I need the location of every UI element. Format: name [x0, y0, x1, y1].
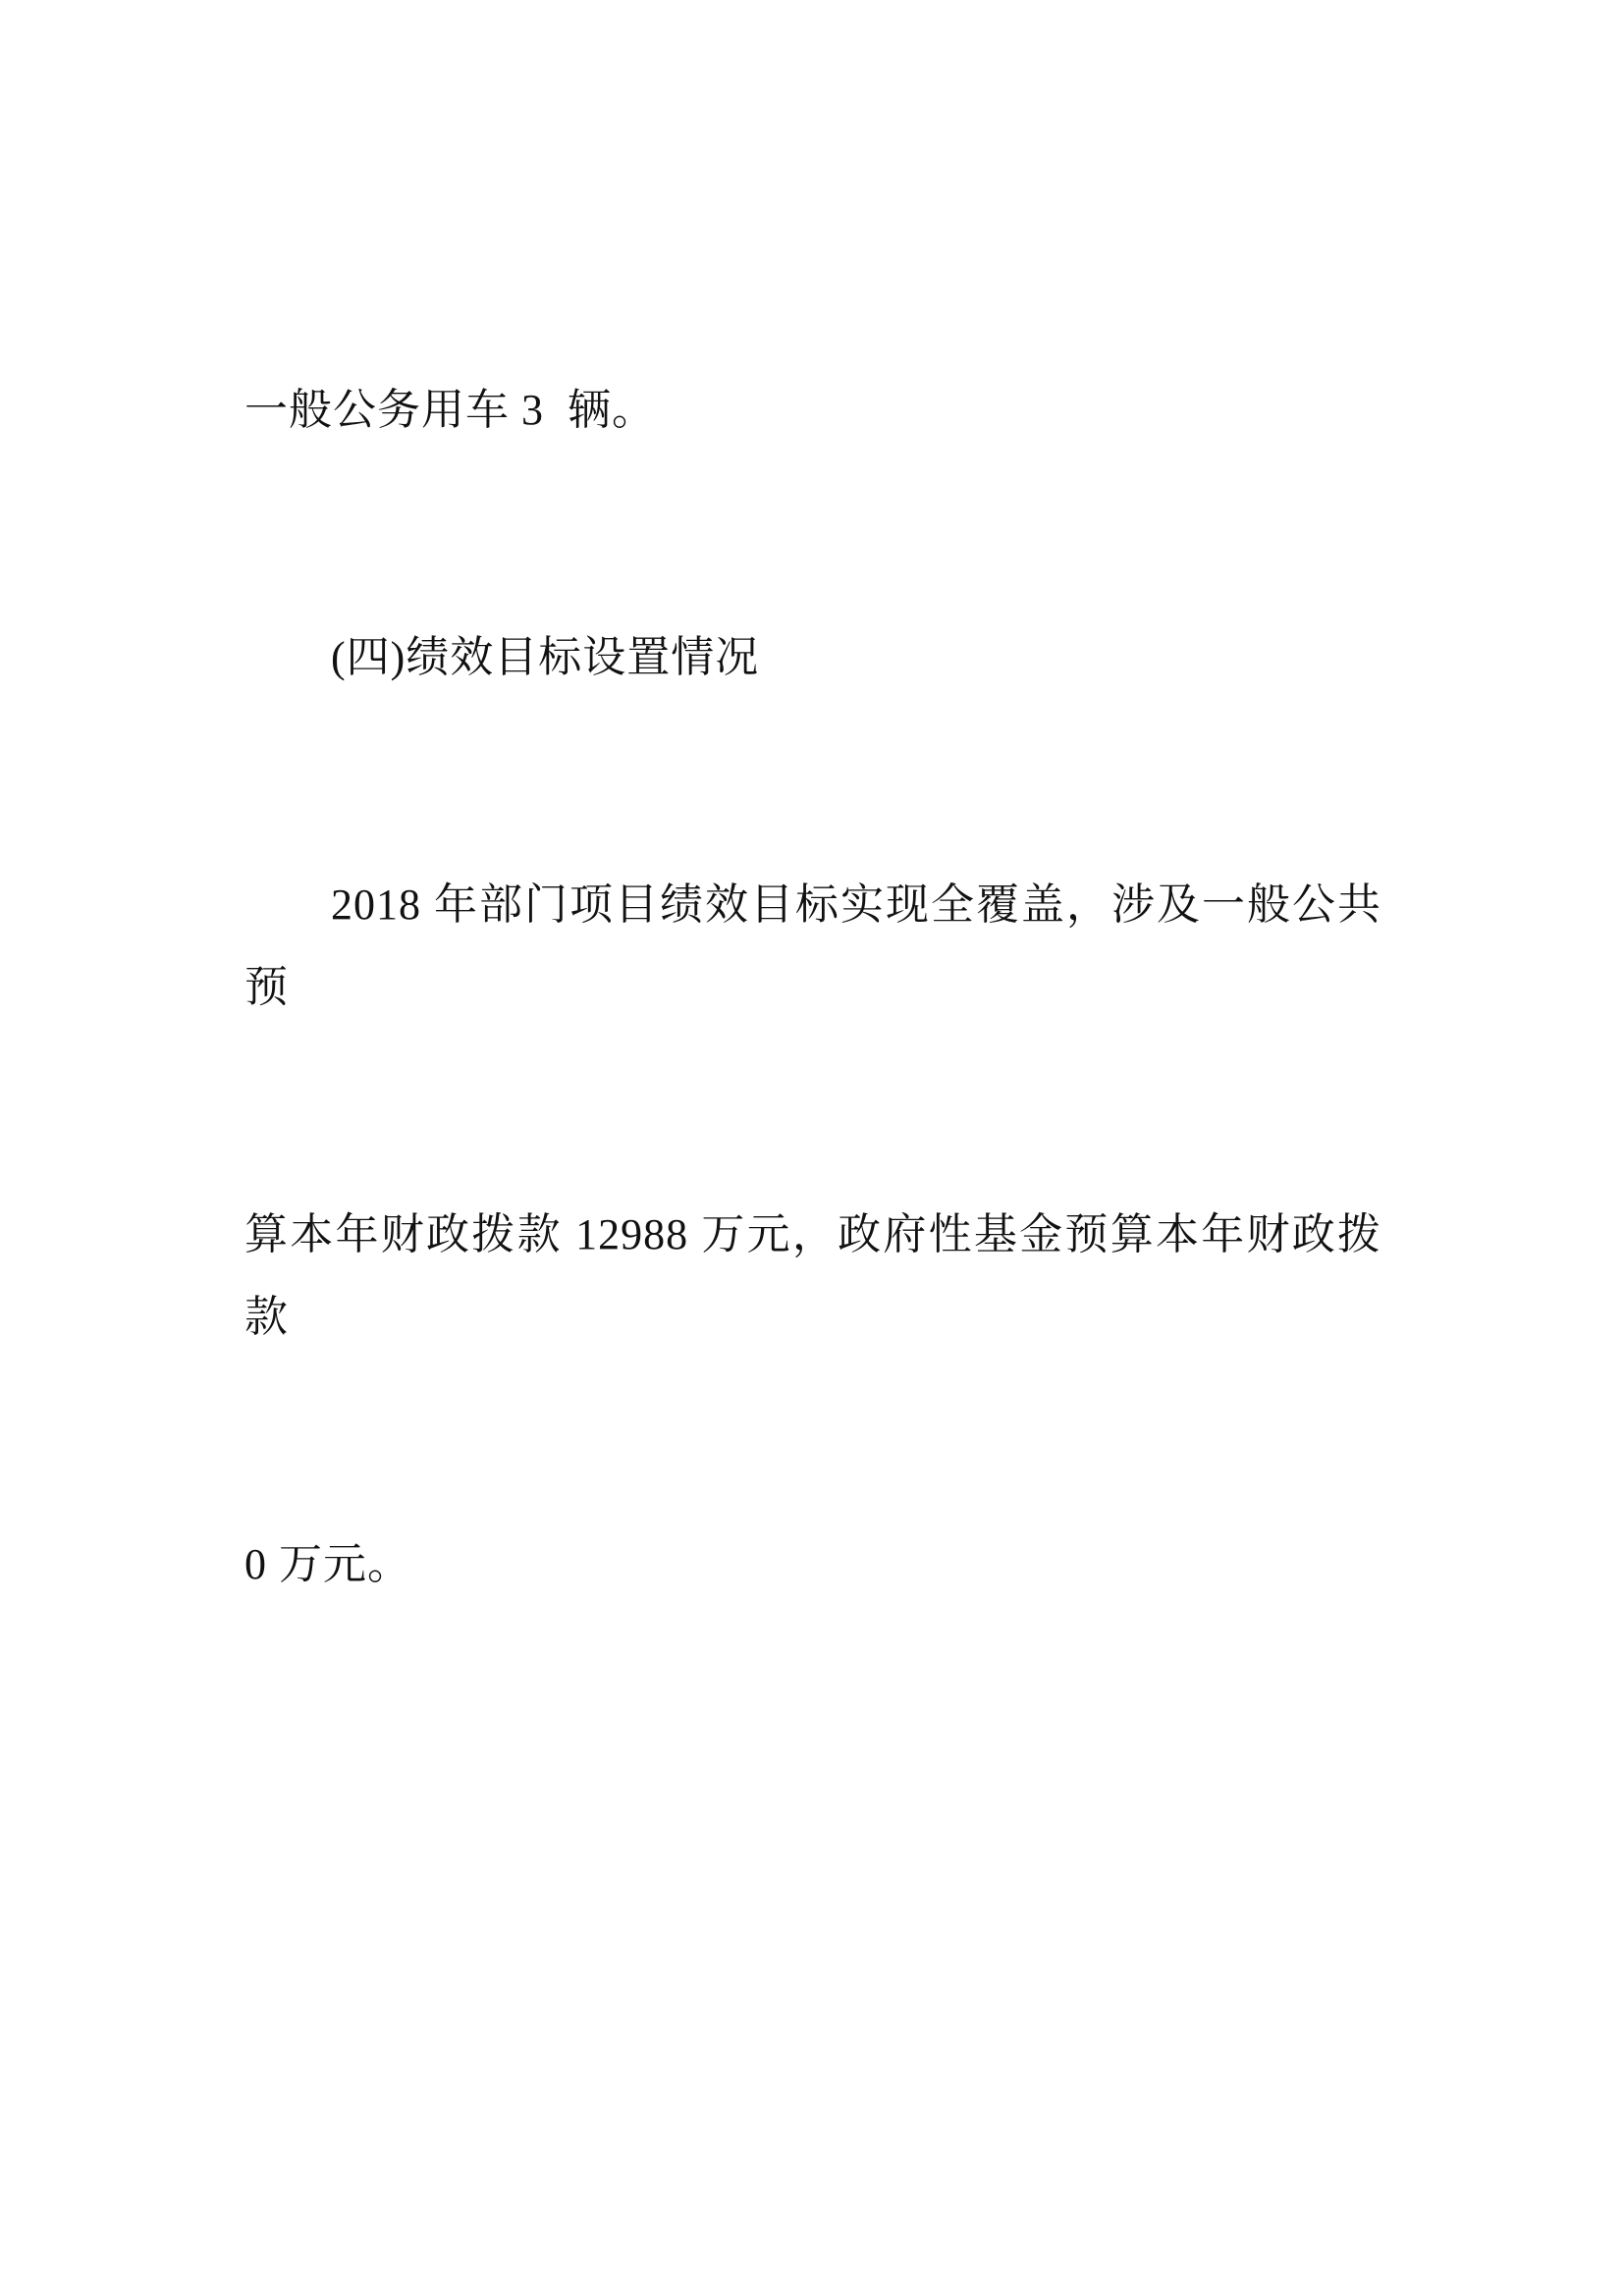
paragraph-line-end: 0 万元。 — [244, 1540, 411, 1588]
paragraph-line: 2018 年部门项目绩效目标实现全覆盖，涉及一般公共预 — [244, 881, 1381, 1011]
paragraph-line-continuation: 一般公务用车 3 辆。 — [244, 386, 656, 434]
paragraph-line: 算本年财政拨款 12988 万元，政府性基金预算本年财政拨款 — [244, 1210, 1381, 1341]
section-heading: (四)绩效目标设置情况 — [331, 633, 760, 681]
text-block — [244, 204, 1381, 1771]
